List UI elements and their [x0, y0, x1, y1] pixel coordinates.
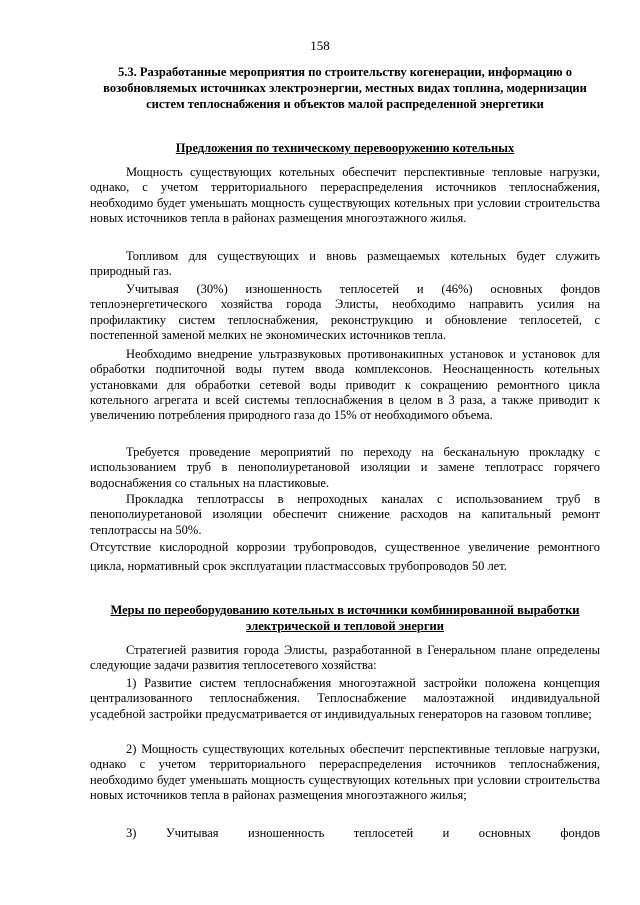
list-item: 3) Учитывая изношенность теплосетей и основных фондов [126, 826, 600, 840]
page-number: 158 [310, 38, 330, 53]
list-item: 1) Развитие систем теплоснабжения многоэтажной застройки положена концепция централизованного теплоснабжения. Теплоснабжение малоэтажной индивидуальной усадебной застройки предусматривается от индивидуальных генераторов на газовом топливе; [90, 676, 600, 721]
paragraph: Мощность существующих котельных обеспечит перспективные тепловые нагрузки, однако, с учетом территориального перераспределения источников теплоснабжения, необходимо будет уменьшать мощность существующих котельных при условии строительства новых источников тепла в районах размещения многоэтажного жилья. [90, 165, 600, 225]
paragraph: Требуется проведение мероприятий по переходу на бесканальную прокладку с использованием труб в пенополиуретановой изоляции и замене теплотрасс горячего водоснабжения со стальных на пластиковые. [90, 445, 600, 490]
paragraph: Топливом для существующих и вновь размещаемых котельных будет служить природный газ. [90, 249, 600, 279]
paragraph: Учитывая (30%) изношенность теплосетей и (46%) основных фондов теплоэнергетического хозяйства города Элисты, необходимо направить усилия на профилактику систем теплоснабжения, реконструкцию и обновление теплосетей, с постепенной заменой мелких не экономических источников тепла. [90, 282, 600, 342]
list-item: 2) Мощность существующих котельных обеспечит перспективные тепловые нагрузки, однако с учетом территориального перераспределения источников теплоснабжения, необходимо будет уменьшать мощность существующих котельных при условии строительства новых источников тепла в районах размещения многоэтажного жилья; [90, 742, 600, 802]
paragraph: Стратегией развития города Элисты, разработанной в Генеральном плане определены следующие задачи развития теплосетевого хозяйства: [90, 643, 600, 673]
heading-cogeneration-conversion: Меры по переоборудованию котельных в источники комбинированной выработки электрической и тепловой энергии [110, 603, 580, 633]
paragraph: Прокладка теплотрассы в непроходных каналах с использованием труб в пенополиуретановой изоляции обеспечит снижение расходов на капитальный ремонт теплотрассы на 50%. [90, 492, 600, 537]
paragraph: Необходимо внедрение ультразвуковых противонакипных установок и установок для обработки подпиточной воды путем ввода комплексонов. Неоснащенность котельных установками для обработки сетевой воды приводит к сокращению ремонтного цикла котельного агрегата и всей системы теплоснабжения в целом в 3 раза, а также приводит к увеличению потребления природного газа до 15% от необходимого объема. [90, 347, 600, 423]
paragraph: Отсутствие кислородной коррозии трубопроводов, существенное увеличение ремонтного цикла, нормативный срок эксплуатации пластмассовых трубопроводов 50 лет. [90, 540, 600, 573]
section-title: 5.3. Разработанные мероприятия по строительству когенерации, информацию о возобновляемых источниках электроэнергии, местных видах топлина, модернизации систем теплоснабжения и объектов малой распределенной энергетики [103, 65, 587, 111]
heading-technical-reequipment: Предложения по техническому перевооружению котельных [175, 141, 515, 155]
